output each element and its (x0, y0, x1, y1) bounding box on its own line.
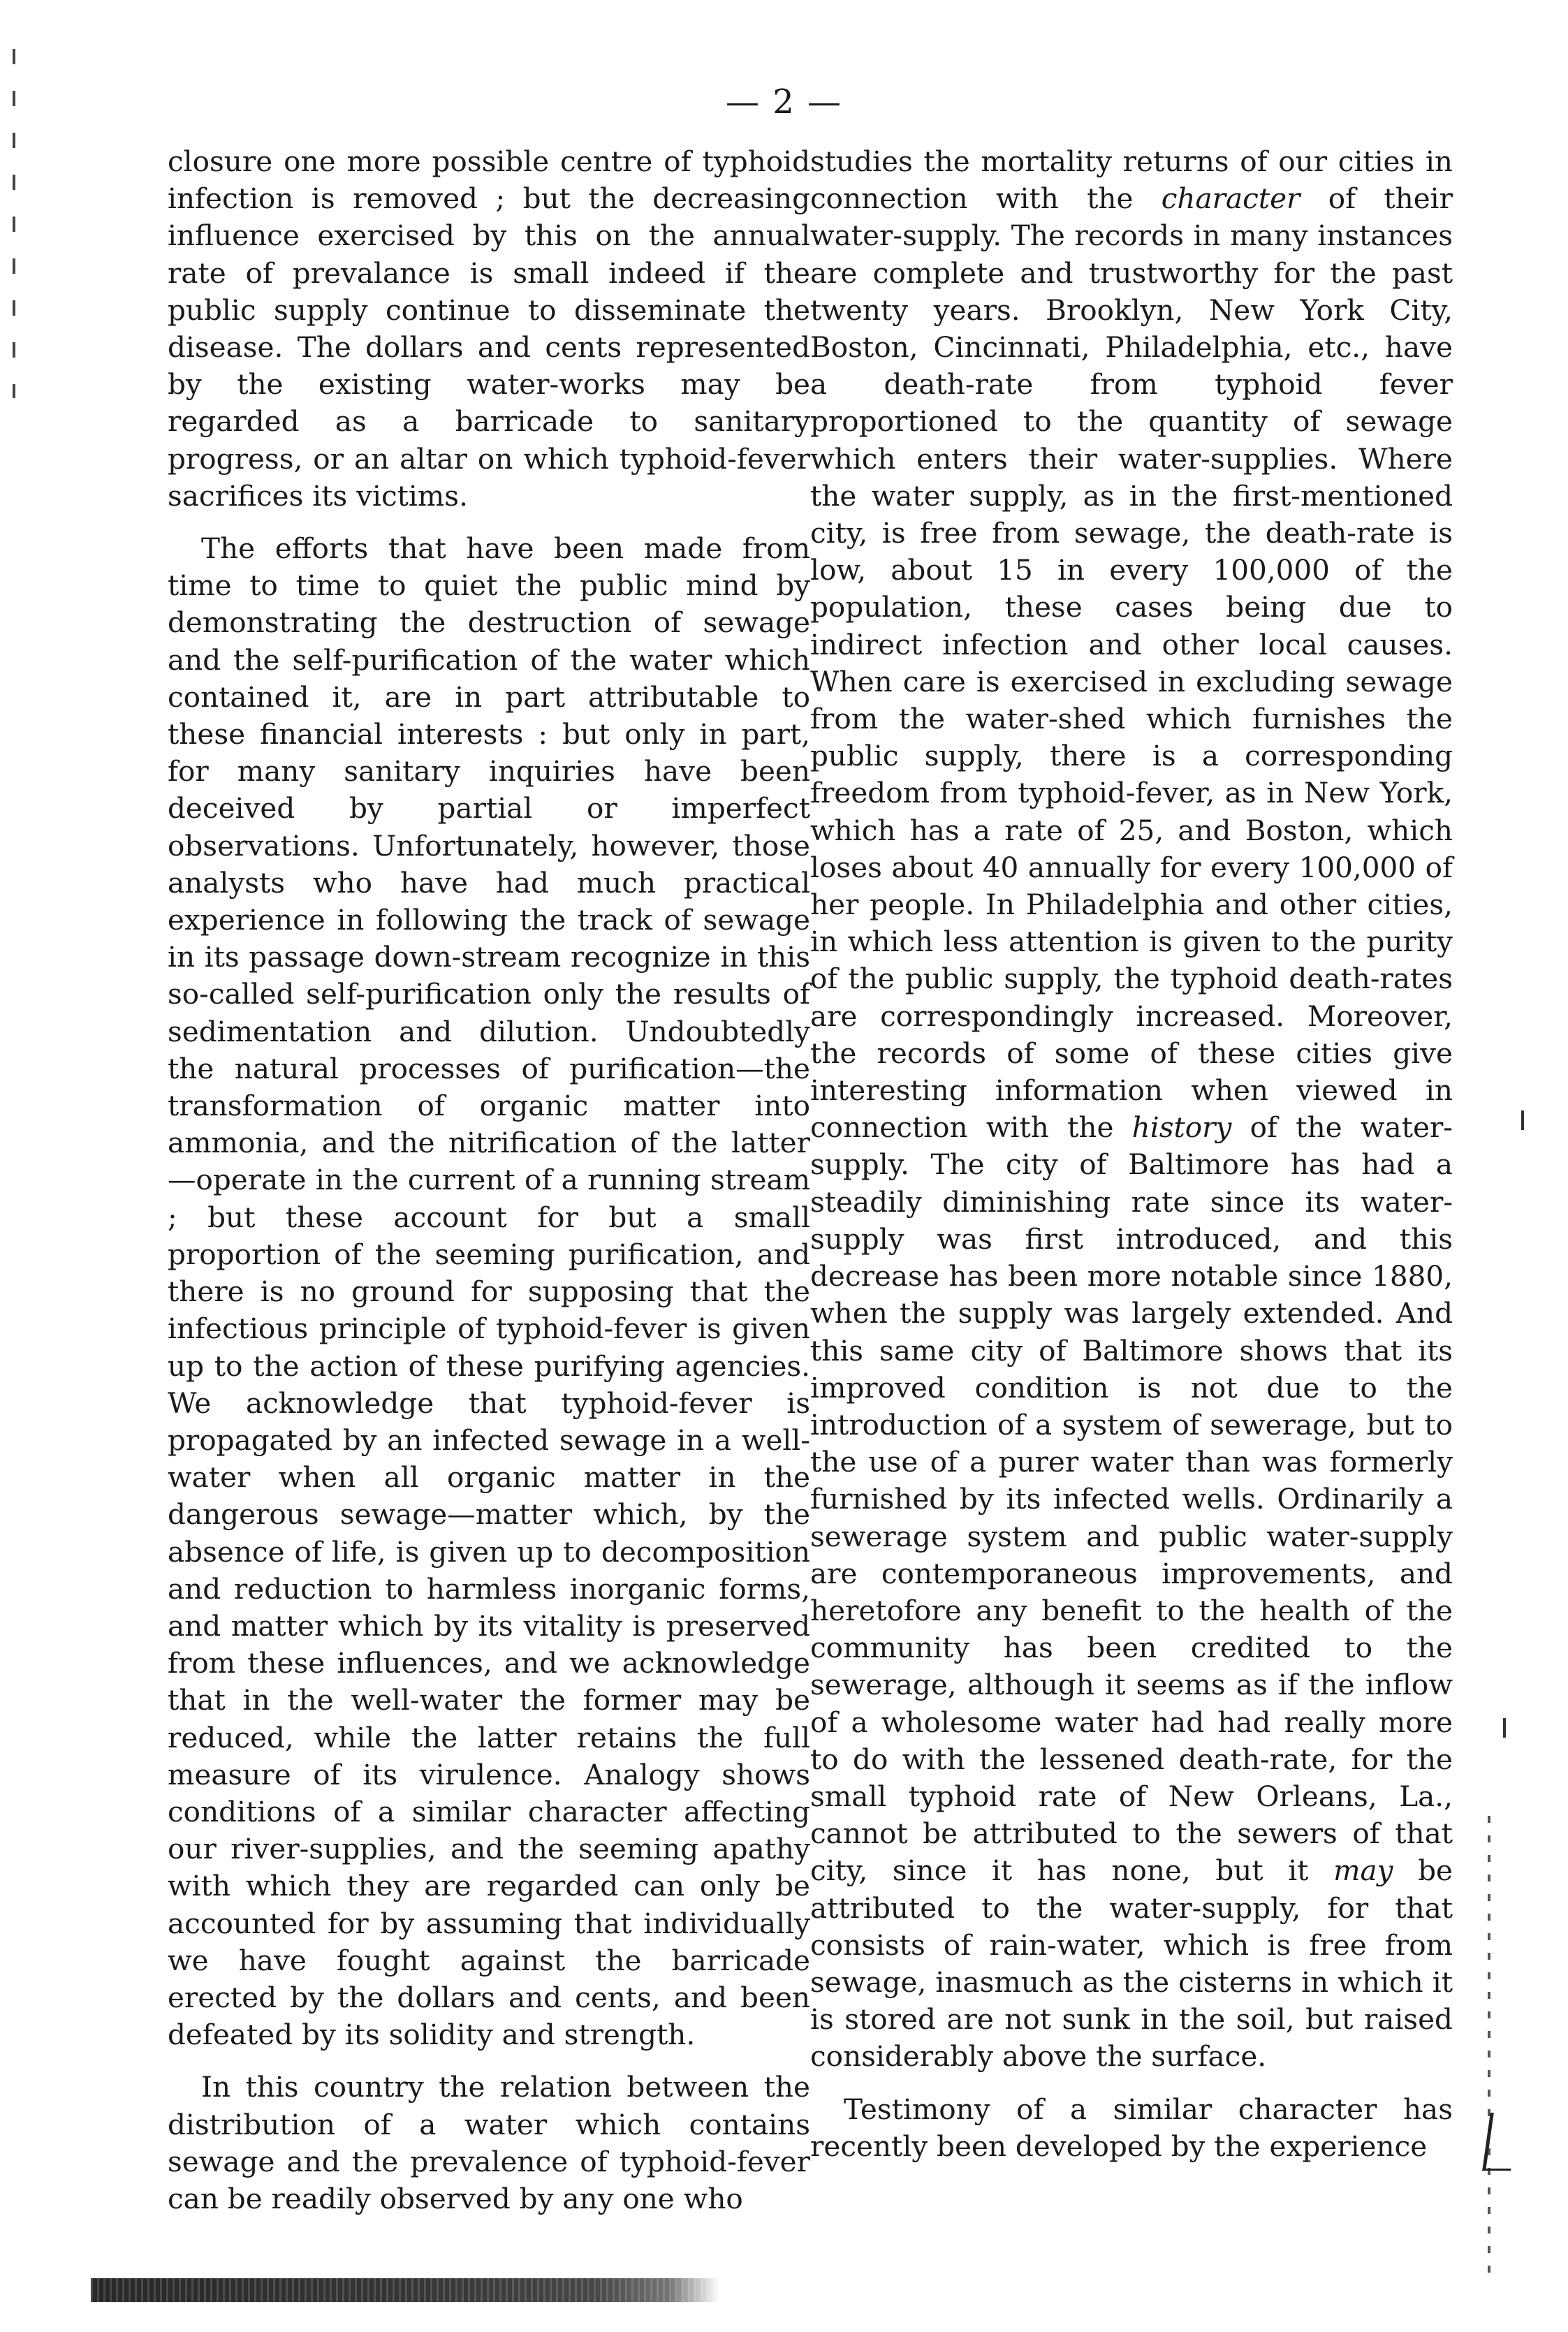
left-paragraph-1: closure one more possible centre of typhoid infection is removed ; but the decreasing influence exercised by this on the annual rate of prevalance is small indeed if the public supply continue to disseminate the disease. The dollars and cents represented by the existing water-works may be regarded as a barricade to sanitary progress, or an altar on which typhoid-fever sacrifices its victims. (168, 145, 810, 513)
right-paragraph-1 (810, 143, 1453, 2076)
right-p1-text-b: of their water-supply. The records in many instances are complete and trustworthy for the past twenty years. Brooklyn, New York City, Boston, Cincinnati, Philadelphia, etc., have a death-rate from typhoid fever proportioned to the quantity of sewage which enters their water-supplies. Where the water supply, as in the first-mentioned city, is free from sewage, the death-rate is low, about 15 in every 100,000 of the population, these cases being due to indirect infection and other local causes. When care is exercised in excluding sewage from the water-shed which furnishes the public supply, there is a corresponding freedom from typhoid-fever, as in New York, which has a rate of 25, and Boston, which loses about 40 annually for every 100,000 of her people. In Philadelphia and other cities, in which less attention is given to the purity of the public supply, the typhoid death-rates are correspondingly increased. Moreover, the records of some of these cities give interesting information when viewed in connection with the (810, 182, 1453, 1145)
right-tick-mark (1503, 1718, 1506, 1738)
right-column (810, 143, 1453, 2165)
right-p1-text-c: of the water-supply. The city of Baltimore has had a steadily diminishing rate since its water-supply was first introduced, and this decrease has been more notable since 1880, when the supply was largely extended. And this same city of Baltimore shows that its improved condition is not due to the introduction of a system of sewerage, but to the use of a purer water than was formerly furnished by its infected wells. Ordinarily a sewerage system and public water-supply are contemporaneous improvements, and heretofore any benefit to the health of the community has been credited to the sewerage, although it seems as if the inflow of a wholesome water had had really more to do with the lessened death-rate, for the small typhoid rate of New Orleans, La., cannot be attributed to the sewers of that city, since it has none, but it (810, 1110, 1453, 1888)
left-column (168, 143, 810, 2217)
right-p1-italic-may: may (1333, 1854, 1393, 1888)
right-p1-italic-character: character (1161, 182, 1300, 216)
right-paragraph-2: Testimony of a similar character has recently been developed by the experience (810, 2092, 1453, 2163)
right-p1-italic-history: history (1131, 1110, 1232, 1145)
right-tick-mark (1521, 1110, 1524, 1130)
page-number: — 2 — (725, 82, 843, 122)
left-paragraph-2: The efforts that have been made from time to time to quiet the public mind by demonstrating the destruction of sewage and the self-purification of the water which contained it, are in part attributable to these financial interests : but only in part, for many sanitary inquiries have been deceived by partial or imperfect observations. Unfortunately, however, those analysts who have had much practical experience in following the track of sewage in its passage down-stream recognize in this so-called self-purification only the results of sedimentation and dilution. Undoubtedly the natural processes of purification—the transformation of organic matter into ammonia, and the nitrification of the latter—operate in the current of a running stream ; but these account for but a small proportion of the seeming purification, and there is no ground for supposing that the infectious principle of typhoid-fever is given up to the action of these purifying agencies. We acknowledge that typhoid-fever is propagated by an infected sewage in a well-water when all organic matter in the dangerous sewage—matter which, by the absence of life, is given up to decomposition and reduction to harmless inorganic forms, and matter which by its vitality is preserved from these influences, and we acknowledge that in the well-water the former may be reduced, while the latter retains the full measure of its virulence. Analogy shows conditions of a similar character affecting our river-supplies, and the seeming apathy with which they are regarded can only be accounted for by assuming that individually we have fought against the barricade erected by the dollars and cents, and been defeated by its solidity and strength. (168, 531, 810, 2052)
bottom-print-bar (91, 2278, 719, 2302)
left-margin-marks (13, 49, 15, 398)
left-paragraph-3: In this country the relation between the distribution of a water which contains sewage and the prevalence of typhoid-fever can be readily observed by any one who (168, 2070, 810, 2215)
right-p1-text-a: studies the mortality returns of our cities in connection with the (810, 145, 1453, 216)
right-margin-marks (1488, 1816, 1490, 2277)
right-p1-text-d: be attributed to the water-supply, for that consists of rain-water, which is free from sewage, inasmuch as the cisterns in which it is stored are not sunk in the soil, but raised considerably above the surface. (810, 1854, 1453, 2074)
